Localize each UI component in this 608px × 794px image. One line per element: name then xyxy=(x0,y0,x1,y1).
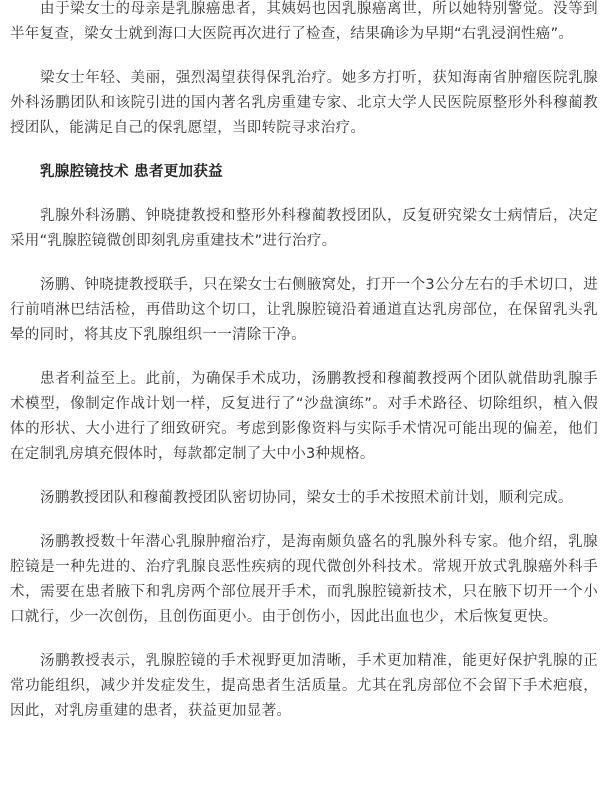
paragraph-family-history: 由于梁女士的母亲是乳腺癌患者，其姨妈也因乳腺癌离世，所以她特别警觉。没等到半年复查，梁女士就到海口大医院再次进行了检查，结果确诊为早期“右乳浸润性癌”。 xyxy=(10,1,598,42)
paragraph-endoscopy-introduction: 汤鹏教授数十年潜心乳腺肿瘤治疗，是海南颇负盛名的乳腺外科专家。他介绍，乳腺腔镜是一种先进的、治疗乳腺良恶性疾病的现代微创外科技术。常规开放式乳腺癌外科手术，需要在患者腋下和乳房两个部位展开手术，而乳腺腔镜新技术，只在腋下切开一个小口就行，少一次创伤，且创伤面更小。由于创伤小，因此出血也少，术后恢复更快。 xyxy=(10,534,598,625)
paragraph-sandbox-rehearsal: 患者利益至上。此前，为确保手术成功，汤鹏教授和穆蔺教授两个团队就借助乳腺手术模型，像制定作战计划一样，反复进行了“沙盘演练”。对手术路径、切除组织，植入假体的形状、大小进行了细致研究。考虑到影像资料与实际手术情况可能出现的偏差，他们在定制乳房填充假体时，每款都定制了大中小3种规格。 xyxy=(10,371,598,462)
section-subheading: 乳腺腔镜技术 患者更加获益 xyxy=(40,164,223,180)
paragraph-treatment-decision: 乳腺外科汤鹏、钟晓捷教授和整形外科穆蔺教授团队，反复研究梁女士病情后，决定采用“乳腺腔镜微创即刻乳房重建技术”进行治疗。 xyxy=(10,208,598,249)
paragraph-endoscopy-benefits: 汤鹏教授表示，乳腺腔镜的手术视野更加清晰，手术更加精准，能更好保护乳腺的正常功能组织，减少并发症发生，提高患者生活质量。尤其在乳房部位不会留下手术疤痕，因此，对乳房重建的患者，获益更加显著。 xyxy=(10,653,598,719)
paragraph-surgery-procedure: 汤鹏、钟晓捷教授联手，只在梁女士右侧腋窝处，打开一个3公分左右的手术切口，进行前哨淋巴结活检，再借助这个切口，让乳腺腔镜沿着通道直达乳房部位，在保留乳头乳晕的同时，将其皮下乳腺组织一一清除干净。 xyxy=(10,277,598,343)
paragraph-surgery-completed: 汤鹏教授团队和穆蔺教授团队密切协同，梁女士的手术按照术前计划，顺利完成。 xyxy=(40,490,573,506)
paragraph-breast-preservation-wish: 梁女士年轻、美丽，强烈渴望获得保乳治疗。她多方打听，获知海南省肿瘤医院乳腺外科汤鹏团队和该院引进的国内著名乳房重建专家、北京大学人民医院原整形外科穆蔺教授团队，能满足自己的保乳愿望，当即转院寻求治疗。 xyxy=(10,70,598,136)
